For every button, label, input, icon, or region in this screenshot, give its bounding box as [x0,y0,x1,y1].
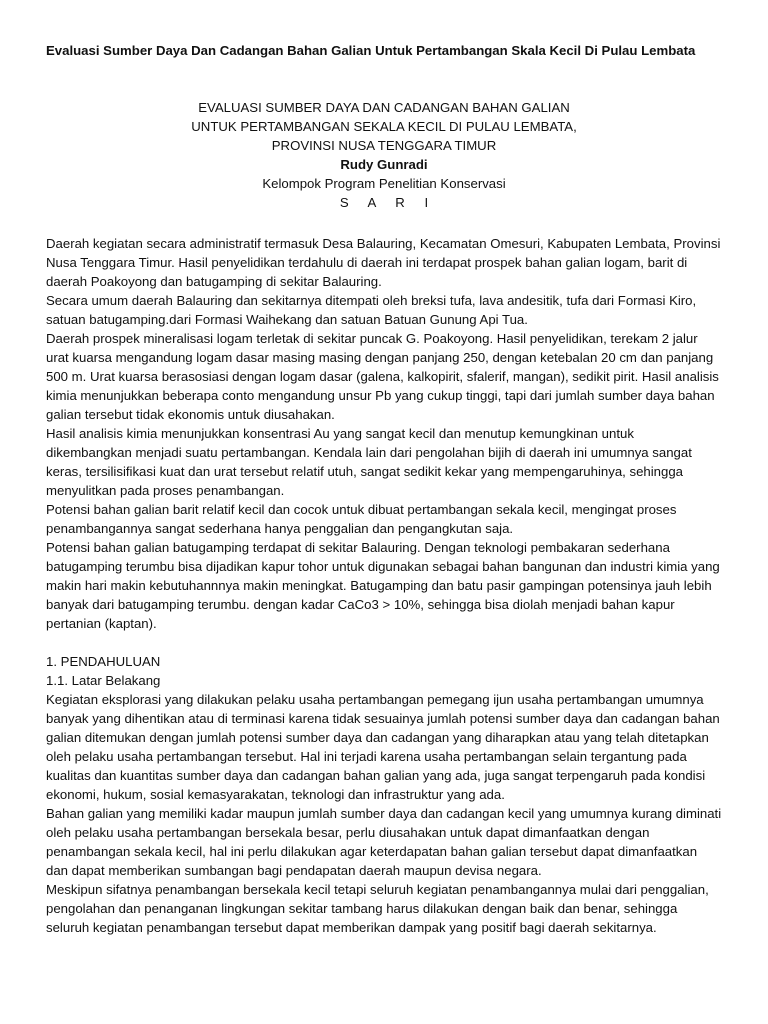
title-line-1: EVALUASI SUMBER DAYA DAN CADANGAN BAHAN GALIAN [198,100,570,115]
abstract-body [46,234,722,937]
abstract-paragraph: Daerah prospek mineralisasi logam terletak di sekitar puncak G. Poakoyong. Hasil penyelidikan, terekam 2 jalur urat kuarsa mengandung logam dasar masing masing dengan panjang 250, dengan ketebalan 20 cm dan panjang 500 m. Urat kuarsa berasosiasi dengan logam dasar (galena, kalkopirit, sfalerif, mangan), sedikit pirit. Hasil analisis kimia menunjukkan beberapa conto mengandung unsur Pb yang cukup tinggi, tapi dari jumlah sumber daya bahan galian tersebut tidak ekonomis untuk diusahakan. [46,331,719,422]
author-name: Rudy Gunradi [340,157,428,172]
title-line-3: PROVINSI NUSA TENGGARA TIMUR [271,138,497,153]
title-line-2: UNTUK PERTAMBANGAN SEKALA KECIL DI PULAU LEMBATA, [191,119,577,134]
running-header: Evaluasi Sumber Daya Dan Cadangan Bahan Galian Untuk Pertambangan Skala Kecil Di Pulau Lembata [46,43,696,58]
abstract-paragraph: Hasil analisis kimia menunjukkan konsentrasi Au yang sangat kecil dan menutup kemungkinan untuk dikembangkan menjadi suatu pertambangan. Kendala lain dari pengolahan bijih di daerah ini umumnya sangat keras, tersilisifikasi kuat dan urat tersebut relatif utuh, sangat sedikit kekar yang mempengaruhinya, sehingga menyulitkan pada proses penambangan. [46,426,692,498]
subsection-heading: 1.1. Latar Belakang [46,673,161,688]
abstract-paragraph: Potensi bahan galian barit relatif kecil dan cocok untuk dibuat pertambangan sekala kecil, mengingat proses penambangannya sangat sederhana hanya penggalian dan pengangkutan saja. [46,502,677,536]
author-affiliation: Kelompok Program Penelitian Konservasi [262,176,506,191]
title-block [46,98,722,212]
abstract-paragraph: Secara umum daerah Balauring dan sekitarnya ditempati oleh breksi tufa, lava andesitik, tufa dari Formasi Kiro, satuan batugamping.dari Formasi Waihekang dan satuan Batuan Gunung Api Tua. [46,293,697,327]
section-spacer [46,633,722,652]
section-paragraph: Meskipun sifatnya penambangan bersekala kecil tetapi seluruh kegiatan penambangannya mulai dari penggalian, pengolahan dan penanganan lingkungan sekitar tambang harus dilakukan dengan baik dan benar, sehingga seluruh kegiatan penambangan tersebut dapat memberikan dampak yang positif bagi daerah sekitarnya. [46,882,709,935]
abstract-paragraph: Potensi bahan galian batugamping terdapat di sekitar Balauring. Dengan teknologi pembakaran sederhana batugamping terumbu bisa dijadikan kapur tohor untuk digunakan sebagai bahan bangunan dan industri kimia yang makin hari makin kebutuhannnya makin meningkat. Batugamping dan batu pasir gampingan potensinya jauh lebih banyak dari batugamping terumbu. dengan kadar CaCo3 > 10%, sehingga bisa diolah menjadi bahan kapur pertanian (kaptan). [46,540,720,631]
section-paragraph: Kegiatan eksplorasi yang dilakukan pelaku usaha pertambangan pemegang ijun usaha pertambangan umumnya banyak yang dihentikan atau di terminasi karena tidak sesuainya jumlah potensi sumber daya dan cadangan bahan galian ditemukan dengan jumlah potensi sumber daya dan cadangan yang diharapkan atau yang telah ditetapkan oleh pelaku usaha pertambangan tersebut. Hal ini terjadi karena usaha pertambangan selain tergantung pada kualitas dan kuantitas sumber daya dan cadangan bahan galian yang ada, juga sangat terpengaruh pada kondisi ekonomi, hukum, sosial kemasyarakatan, teknologi dan infrastruktur yang ada. [46,692,720,802]
abstract-heading: S A R I [339,195,437,210]
section-paragraph: Bahan galian yang memiliki kadar maupun jumlah sumber daya dan cadangan kecil yang umumnya kurang diminati oleh pelaku usaha pertambangan bersekala besar, perlu diusahakan untuk dapat dimanfaatkan dengan penambangan sekala kecil, hal ini perlu dilakukan agar keterdapatan bahan galian tersebut dapat dimanfaatkan dan dapat memberikan sumbangan bagi pendapatan daerah maupun devisa negara. [46,806,722,878]
abstract-paragraph: Daerah kegiatan secara administratif termasuk Desa Balauring, Kecamatan Omesuri, Kabupaten Lembata, Provinsi Nusa Tenggara Timur. Hasil penyelidikan terdahulu di daerah ini terdapat prospek bahan galian logam, barit di daerah Poakoyong dan batugamping di sekitar Balauring. [46,236,721,289]
section-heading: 1. PENDAHULUAN [46,654,161,669]
